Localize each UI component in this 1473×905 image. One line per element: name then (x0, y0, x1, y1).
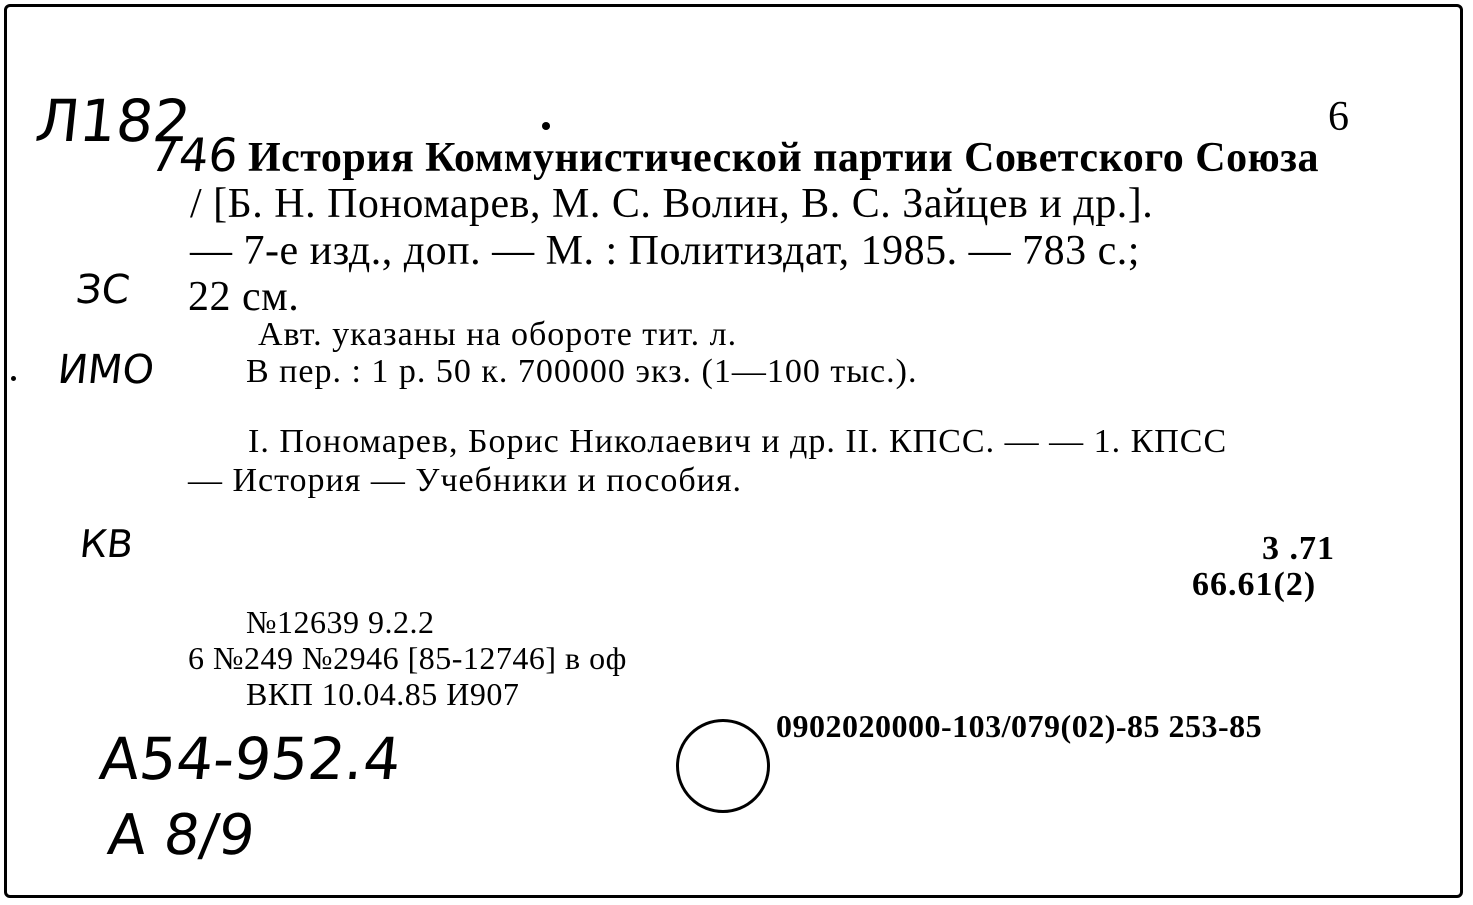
stray-mark (11, 376, 16, 381)
class-code-1: 3 .71 (1262, 530, 1335, 567)
note-authors: Авт. указаны на обороте тит. л. (258, 316, 738, 353)
handwritten-call-number-sub: 746 (147, 128, 241, 182)
order-line-2: 6 №249 №2946 [85-12746] в оф (188, 640, 627, 676)
handwritten-mark-kv: КВ (77, 522, 136, 566)
bib-authors-line: / [Б. Н. Пономарев, М. С. Волин, В. С. Зайцев и др.]. (190, 181, 1154, 227)
handwritten-mark-imo: ИМО (55, 347, 157, 393)
bib-size-line: 22 см. (188, 274, 300, 320)
bib-edition-line: — 7-е изд., доп. — М. : Политиздат, 1985. — 783 с.; (190, 228, 1140, 274)
note-price: В пер. : 1 р. 50 к. 700000 экз. (1—100 тыс.). (246, 353, 918, 390)
handwritten-inventory: А54-952.4 (96, 725, 405, 793)
circle-mark (676, 719, 770, 813)
stray-mark (542, 122, 550, 130)
order-line-1: №12639 9.2.2 (246, 604, 435, 640)
handwritten-shelf: А 8/9 (104, 803, 258, 868)
tracing-line-2: — История — Учебники и пособия. (188, 462, 743, 499)
card-number: 6 (1328, 94, 1350, 140)
bib-title-line: История Коммунистической партии Советского Союза (248, 135, 1320, 181)
handwritten-mark-3c: ЗС (73, 267, 132, 313)
class-code-2: 66.61(2) (1192, 566, 1317, 603)
handwritten-call-number: Л182 (32, 87, 194, 155)
tracing-line-1: I. Пономарев, Борис Николаевич и др. II. КПСС. — — 1. КПСС (248, 423, 1228, 460)
order-line-3: ВКП 10.04.85 И907 (246, 676, 520, 712)
isbn-line: 0902020000-103/079(02)-85 253-85 (776, 708, 1263, 744)
